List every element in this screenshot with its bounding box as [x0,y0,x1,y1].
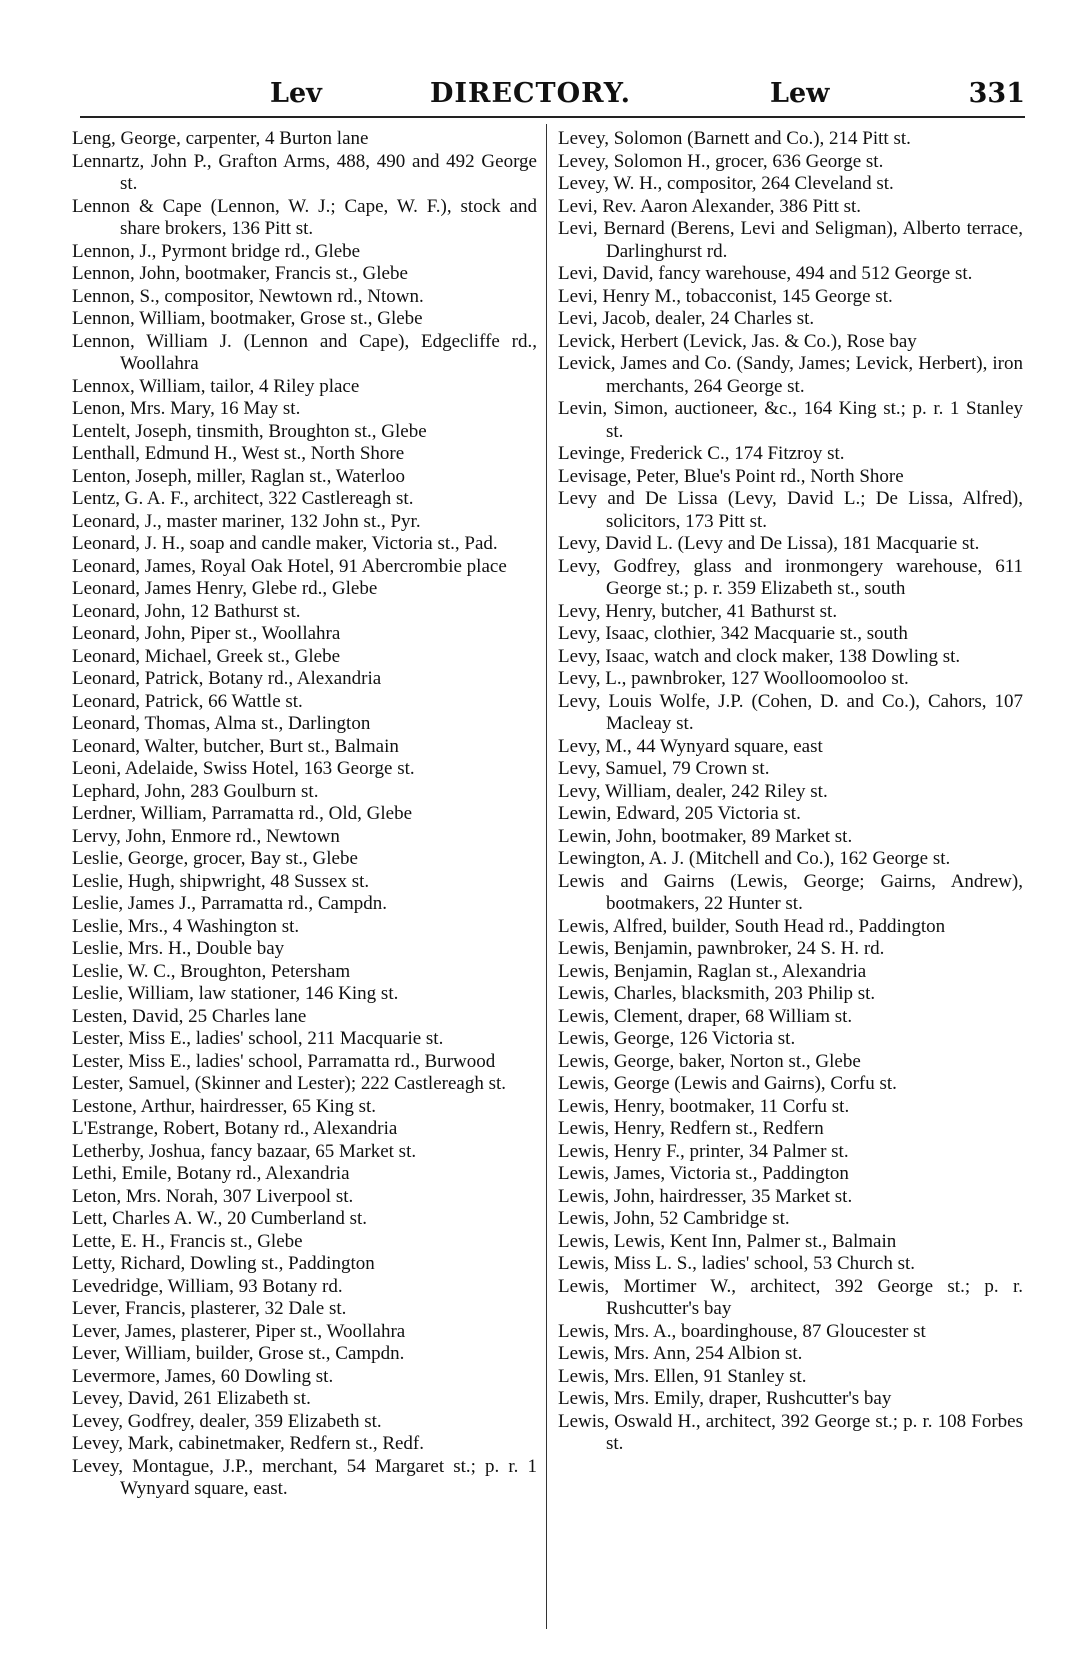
directory-entry: Lennon, John, bootmaker, Francis st., Glebe [72,263,408,284]
directory-entry: Leng, George, carpenter, 4 Burton lane [72,128,369,149]
directory-entry: Lennon & Cape (Lennon, W. J.; Cape, W. F.), stock and share brokers, 136 Pitt st. [72,195,537,239]
directory-entry: Lerdner, William, Parramatta rd., Old, Glebe [72,803,413,824]
directory-entry: Levy, David L. (Levy and De Lissa), 181 Macquarie st. [558,533,980,554]
directory-entry: Levi, Jacob, dealer, 24 Charles st. [558,308,815,329]
directory-entry: Lestone, Arthur, hairdresser, 65 King st. [72,1095,376,1117]
directory-entry: Lewis, Charles, blacksmith, 203 Philip st. [558,983,876,1004]
directory-entry: Lewis, Lewis, Kent Inn, Palmer st., Balmain [558,1230,897,1252]
directory-entry: Leslie, W. C., Broughton, Petersham [72,960,351,982]
directory-entry: Lewis, Mrs. Ann, 254 Albion st. [558,1343,803,1364]
directory-entry: Lennon, J., Pyrmont bridge rd., Glebe [72,240,361,262]
directory-entry: Lenthall, Edmund H., West st., North Shore [72,443,405,464]
directory-entry: Leonard, John, Piper st., Woollahra [72,623,341,644]
directory-entry: Leonard, Walter, butcher, Burt st., Balmain [72,735,399,757]
directory-entry: Levey, Solomon (Barnett and Co.), 214 Pitt st. [558,128,911,149]
directory-entry: Levi, Henry M., tobacconist, 145 George st. [558,285,893,307]
directory-entry: Lennox, William, tailor, 4 Riley place [72,375,360,397]
directory-entry: Lenon, Mrs. Mary, 16 May st. [72,398,301,419]
directory-entry: Levi, Bernard (Berens, Levi and Seligman), Alberto terrace, Darlinghurst rd. [558,218,1023,262]
directory-entry: Leonard, James Henry, Glebe rd., Glebe [72,578,378,599]
right-column [558,128,1023,1456]
directory-entry: Lenton, Joseph, miller, Raglan st., Waterloo [72,465,405,487]
directory-entry: Lewis, Alfred, builder, South Head rd., Paddington [558,915,946,937]
directory-entry: Lewis, Clement, draper, 68 William st. [558,1005,853,1027]
directory-entry: Leton, Mrs. Norah, 307 Liverpool st. [72,1185,354,1207]
directory-entry: Levy, Isaac, watch and clock maker, 138 Dowling st. [558,645,961,667]
directory-entry: Lewis, Mortimer W., architect, 392 George st.; p. r. Rushcutter's bay [558,1275,1023,1319]
directory-entry: Lewin, Edward, 205 Victoria st. [558,803,801,824]
directory-entry: Lewin, John, bootmaker, 89 Market st. [558,825,853,847]
directory-entry: Levy, Samuel, 79 Crown st. [558,758,770,779]
directory-entry: Levin, Simon, auctioneer, &c., 164 King st.; p. r. 1 Stanley st. [558,398,1023,442]
directory-entry: Leslie, William, law stationer, 146 King st. [72,983,399,1004]
directory-entry: Lewis, John, hairdresser, 35 Market st. [558,1185,853,1207]
directory-entry: Leonard, John, 12 Bathurst st. [72,600,301,622]
directory-entry: Lewis, James, Victoria st., Paddington [558,1163,849,1184]
directory-entry: Levey, Mark, cabinetmaker, Redfern st., Redf. [72,1433,425,1454]
directory-entry: Levey, David, 261 Elizabeth st. [72,1388,311,1409]
directory-entry: Levermore, James, 60 Dowling st. [72,1365,334,1387]
directory-entry: Levi, Rev. Aaron Alexander, 386 Pitt st. [558,195,862,217]
directory-entry: Lester, Miss E., ladies' school, 211 Macquarie st. [72,1028,444,1049]
header-left-guide-word: Lev [270,78,322,109]
header-right-guide-word: Lew [770,78,830,109]
directory-entry: Levy, William, dealer, 242 Riley st. [558,780,828,802]
directory-entry: Lethi, Emile, Botany rd., Alexandria [72,1163,350,1184]
directory-entry: Leonard, Michael, Greek st., Glebe [72,645,341,667]
running-header [80,72,1025,116]
directory-entry: Lennartz, John P., Grafton Arms, 488, 490 and 492 George st. [72,150,537,194]
directory-entry: Lervy, John, Enmore rd., Newtown [72,825,340,847]
directory-entry: L'Estrange, Robert, Botany rd., Alexandria [72,1118,398,1139]
directory-entry: Lewis, Benjamin, Raglan st., Alexandria [558,960,867,982]
column-divider [546,124,547,1629]
directory-entry: Lette, E. H., Francis st., Glebe [72,1230,303,1252]
directory-entry: Lewis, George, 126 Victoria st. [558,1028,796,1049]
directory-entry: Levick, James and Co. (Sandy, James; Levick, Herbert), iron merchants, 264 George st. [558,353,1023,397]
directory-entry: Levinge, Frederick C., 174 Fitzroy st. [558,443,845,464]
directory-entry: Lephard, John, 283 Goulburn st. [72,780,319,802]
directory-entry: Lesten, David, 25 Charles lane [72,1005,307,1027]
directory-entry: Lever, Francis, plasterer, 32 Dale st. [72,1298,347,1319]
header-rule [80,116,1025,118]
directory-entry: Lewis, Henry, bootmaker, 11 Corfu st. [558,1095,850,1117]
directory-entry: Lennon, S., compositor, Newtown rd., Ntown. [72,285,424,307]
directory-entry: Leonard, Thomas, Alma st., Darlington [72,713,371,734]
directory-entry: Lentz, G. A. F., architect, 322 Castlereagh st. [72,488,414,509]
directory-entry: Leonard, Patrick, Botany rd., Alexandria [72,668,382,689]
directory-entry: Leslie, Mrs. H., Double bay [72,938,285,959]
left-column [72,128,537,1501]
directory-entry: Lewington, A. J. (Mitchell and Co.), 162 George st. [558,848,951,869]
directory-entry: Lewis, George, baker, Norton st., Glebe [558,1050,861,1072]
directory-entry: Lewis, Oswald H., architect, 392 George st.; p. r. 108 Forbes st. [558,1410,1023,1454]
directory-entry: Levisage, Peter, Blue's Point rd., North Shore [558,465,904,487]
directory-entry: Lewis, John, 52 Cambridge st. [558,1208,790,1229]
directory-entry: Lewis, Henry F., printer, 34 Palmer st. [558,1140,849,1162]
directory-entry: Levy, Isaac, clothier, 342 Macquarie st., south [558,623,908,644]
directory-entry: Letherby, Joshua, fancy bazaar, 65 Market st. [72,1140,417,1162]
directory-entry: Lewis, Miss L. S., ladies' school, 53 Church st. [558,1253,916,1274]
directory-entry: Lewis, Mrs. Ellen, 91 Stanley st. [558,1365,807,1387]
header-title: DIRECTORY. [430,78,631,109]
directory-entry: Lewis, Benjamin, pawnbroker, 24 S. H. rd. [558,938,885,959]
directory-entry: Leonard, J. H., soap and candle maker, Victoria st., Pad. [72,533,498,554]
directory-entry: Lever, James, plasterer, Piper st., Woollahra [72,1320,406,1342]
directory-entry: Letty, Richard, Dowling st., Paddington [72,1253,375,1274]
directory-entry: Levey, W. H., compositor, 264 Cleveland st. [558,173,894,194]
directory-entry: Levick, Herbert (Levick, Jas. & Co.), Rose bay [558,330,917,352]
page-number: 331 [968,78,1025,109]
directory-entry: Levey, Godfrey, dealer, 359 Elizabeth st. [72,1410,382,1432]
directory-entry: Lett, Charles A. W., 20 Cumberland st. [72,1208,368,1229]
directory-entry: Levi, David, fancy warehouse, 494 and 512 George st. [558,263,973,284]
directory-entry: Lewis, Mrs. Emily, draper, Rushcutter's bay [558,1388,892,1409]
directory-entry: Levy, L., pawnbroker, 127 Woolloomooloo st. [558,668,909,689]
directory-entry: Leonard, J., master mariner, 132 John st., Pyr. [72,510,421,532]
directory-entry: Leonard, Patrick, 66 Wattle st. [72,690,303,712]
directory-entry: Leslie, Mrs., 4 Washington st. [72,915,300,937]
directory-entry: Leonard, James, Royal Oak Hotel, 91 Abercrombie place [72,555,507,577]
directory-entry: Leslie, Hugh, shipwright, 48 Sussex st. [72,870,370,892]
directory-entry: Leslie, George, grocer, Bay st., Glebe [72,848,358,869]
directory-entry: Lennon, William J. (Lennon and Cape), Edgecliffe rd., Woollahra [72,330,537,374]
directory-entry: Lentelt, Joseph, tinsmith, Broughton st., Glebe [72,420,427,442]
directory-entry: Lester, Samuel, (Skinner and Lester); 222 Castlereagh st. [72,1073,507,1094]
directory-entry: Lester, Miss E., ladies' school, Parramatta rd., Burwood [72,1050,496,1072]
directory-entry: Levy, Louis Wolfe, J.P. (Cohen, D. and Co.), Cahors, 107 Macleay st. [558,690,1023,734]
directory-entry: Lewis and Gairns (Lewis, George; Gairns, Andrew), bootmakers, 22 Hunter st. [558,870,1023,914]
directory-entry: Levey, Montague, J.P., merchant, 54 Margaret st.; p. r. 1 Wynyard square, east. [72,1455,537,1499]
directory-entry: Lewis, George (Lewis and Gairns), Corfu st. [558,1073,897,1094]
directory-entry: Lever, William, builder, Grose st., Campdn. [72,1343,405,1364]
directory-entry: Lewis, Mrs. A., boardinghouse, 87 Gloucester st [558,1320,926,1342]
directory-entry: Levy, M., 44 Wynyard square, east [558,735,823,757]
directory-entry: Lewis, Henry, Redfern st., Redfern [558,1118,824,1139]
directory-entry: Levy and De Lissa (Levy, David L.; De Lissa, Alfred), solicitors, 173 Pitt st. [558,488,1023,532]
directory-entry: Levy, Henry, butcher, 41 Bathurst st. [558,600,838,622]
directory-entry: Levedridge, William, 93 Botany rd. [72,1275,343,1297]
directory-entry: Levey, Solomon H., grocer, 636 George st. [558,150,884,172]
directory-entry: Lennon, William, bootmaker, Grose st., Glebe [72,308,423,329]
directory-entry: Leoni, Adelaide, Swiss Hotel, 163 George st. [72,758,415,779]
directory-entry: Leslie, James J., Parramatta rd., Campdn. [72,893,388,914]
directory-entry: Levy, Godfrey, glass and ironmongery warehouse, 611 George st.; p. r. 359 Elizabeth st., south [558,555,1023,599]
